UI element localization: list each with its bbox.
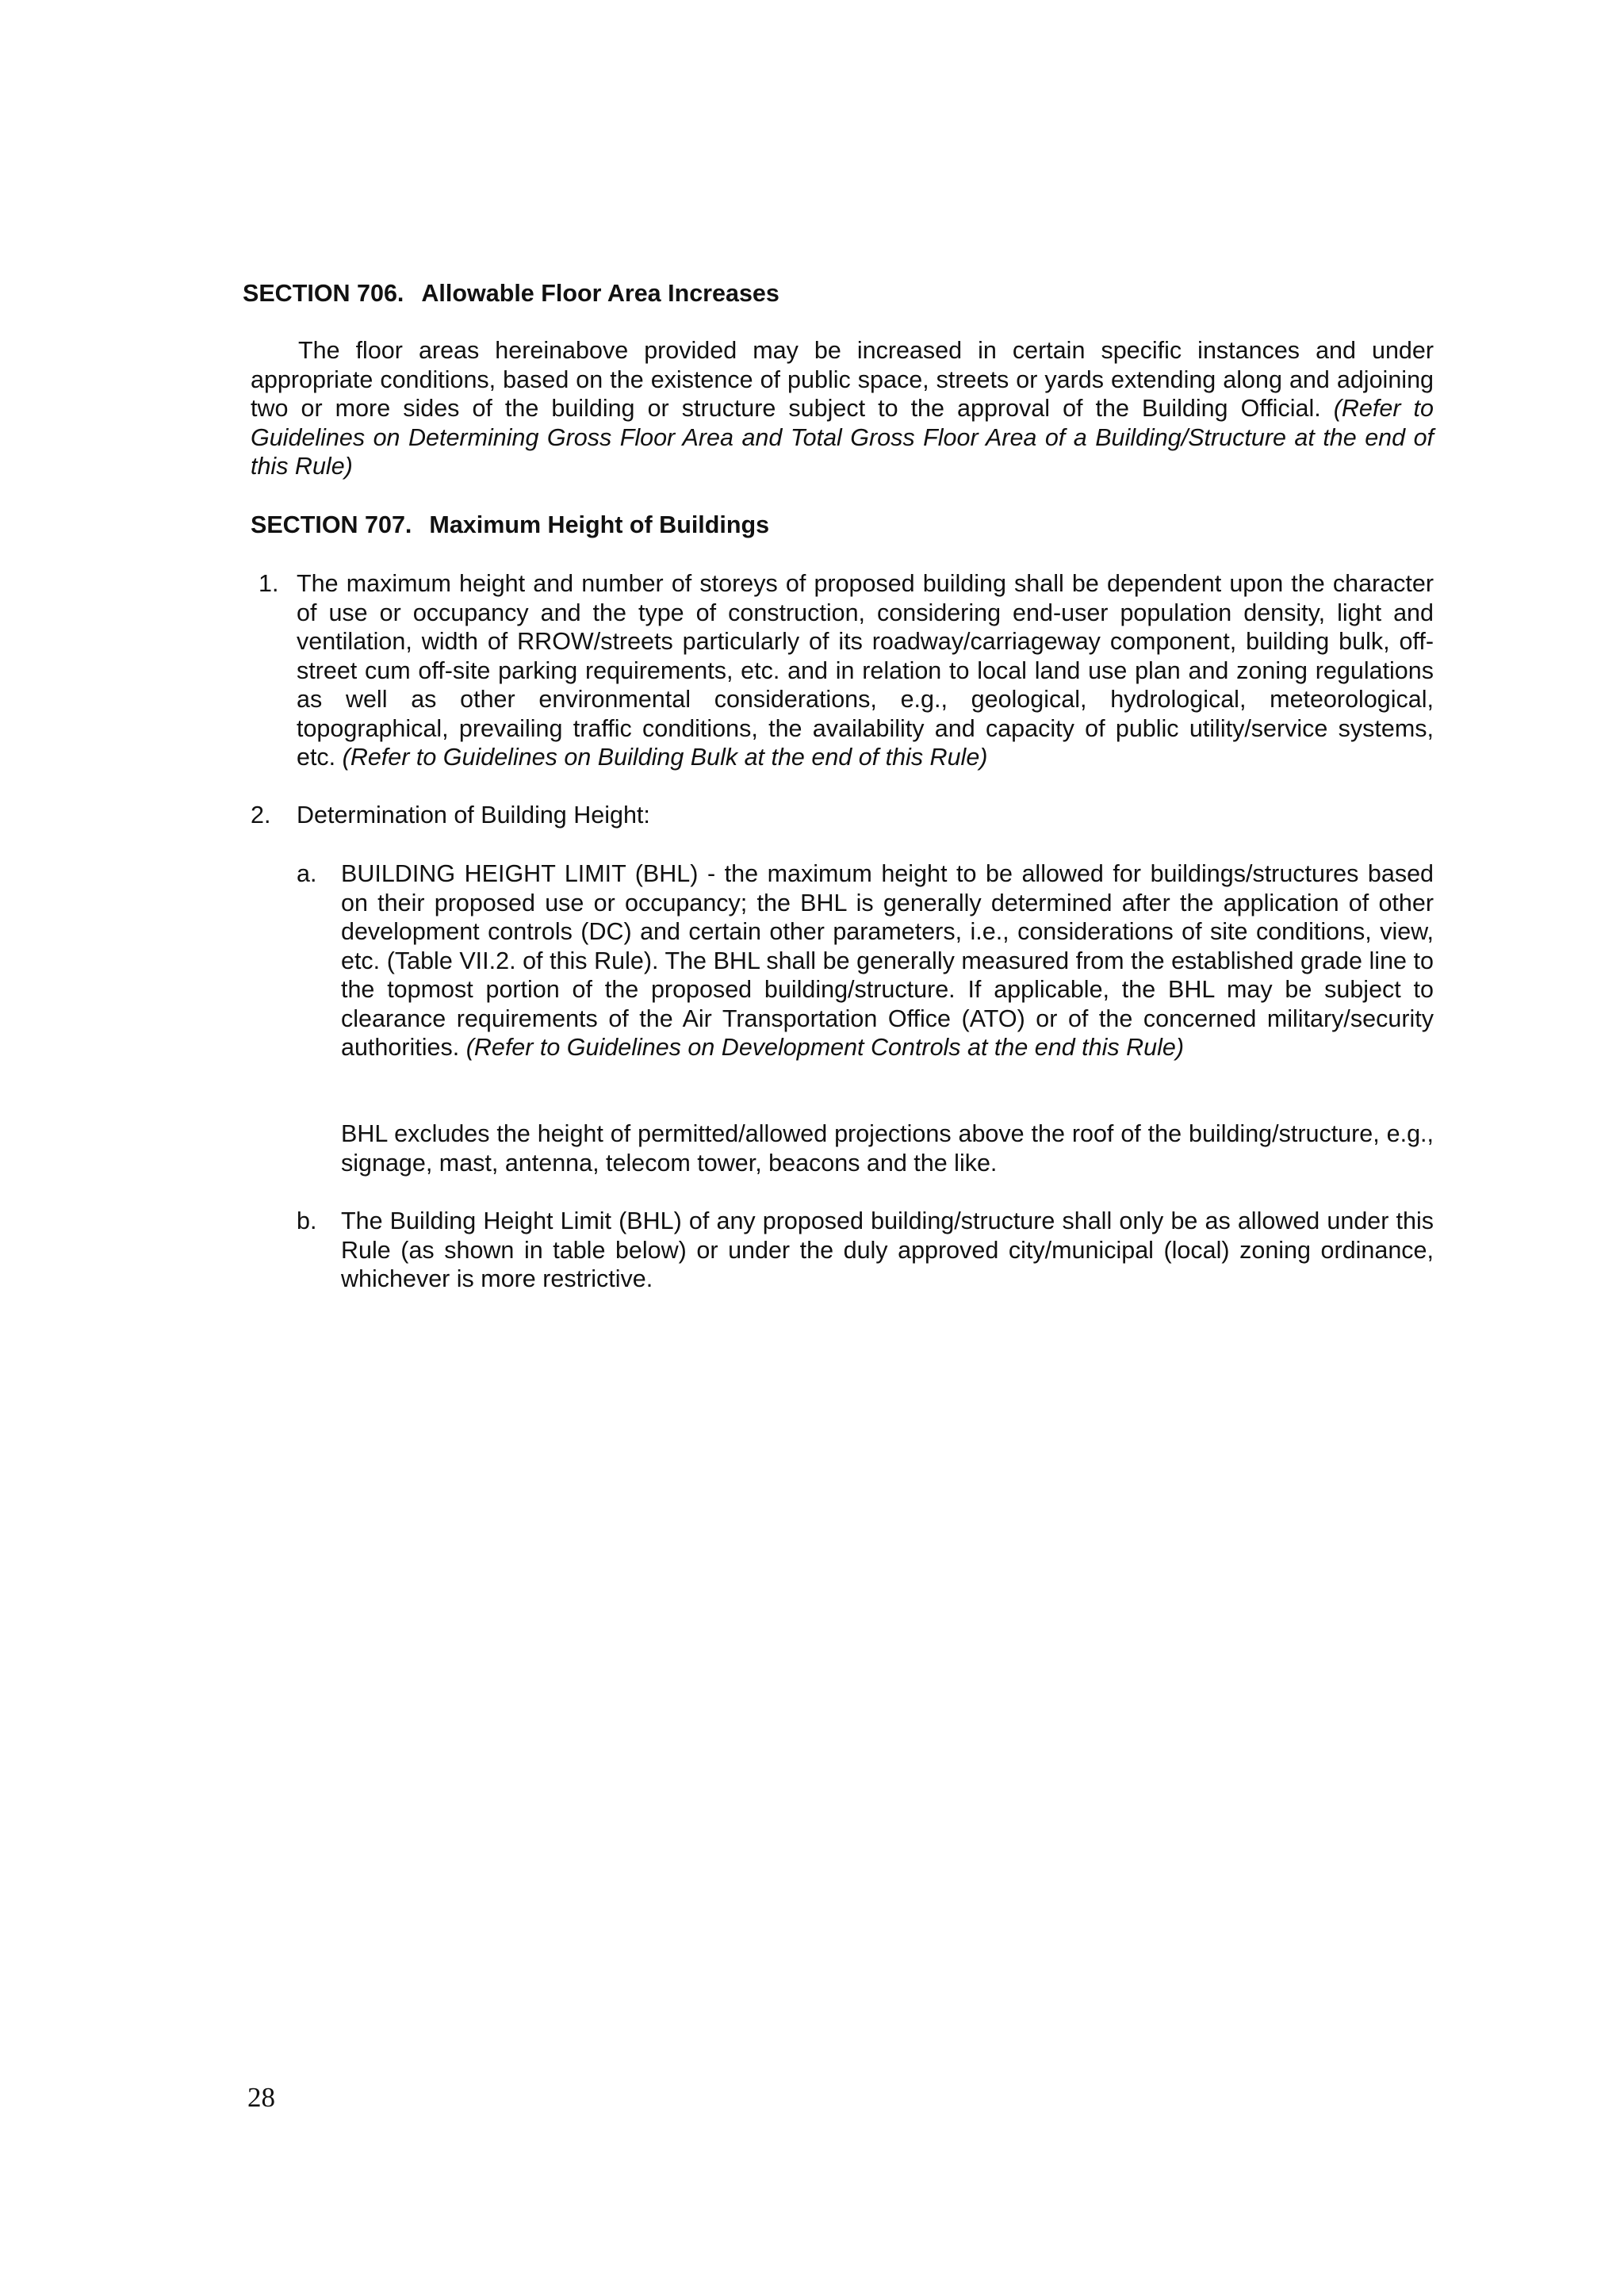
item-2a-note-text: BHL excludes the height of permitted/allowed projections above the roof of the building/structure, e.g., signage, mast, antenna, telecom tower, beacons and the like. [341, 1120, 1434, 1177]
section-706-title: Allowable Floor Area Increases [421, 280, 779, 307]
item-2a-note [341, 1119, 1434, 1177]
item-1-text: The maximum height and number of storeys of proposed building shall be dependent upon the character of use or occupancy and the type of construction, considering end-user population density, light and ventilation, width of RROW/streets particularly of its roadway/carriageway component, building bulk, off-street cum off-site parking requirements, etc. and in relation to local land use plan and zoning regulations as well as other environmental considerations, e.g., geological, hydrological, meteorological, topographical, prevailing traffic conditions, the availability and capacity of public utility/service systems, etc. [297, 570, 1434, 771]
item-2b-text: The Building Height Limit (BHL) of any proposed building/structure shall only be as allowed under this Rule (as shown in table below) or under the duly approved city/municipal (local) zoning ordinance, whichever is more restrictive. [341, 1207, 1434, 1292]
section-706-paragraph [251, 336, 1434, 481]
item-1-paragraph [297, 569, 1434, 772]
section-707-number: SECTION 707. [251, 511, 412, 538]
item-2-paragraph [297, 801, 1434, 830]
item-2a-reference: (Refer to Guidelines on Development Controls at the end this Rule) [465, 1034, 1184, 1061]
section-707-heading [251, 511, 769, 540]
item-2a-paragraph [341, 859, 1434, 1062]
section-706-heading [243, 279, 779, 308]
item-2a-text: BUILDING HEIGHT LIMIT (BHL) - the maximum height to be allowed for buildings/structures based on their proposed use or occupancy; the BHL is generally determined after the application of other development controls (DC) and certain other parameters, i.e., considerations of site conditions, view, etc. (Table VII.2. of this Rule). The BHL shall be generally measured from the established grade line to the topmost portion of the proposed building/structure. If applicable, the BHL may be subject to clearance requirements of the Air Transportation Office (ATO) or of the concerned military/security authorities. [341, 860, 1434, 1061]
item-2b-paragraph [341, 1207, 1434, 1294]
item-2-marker: 2. [251, 802, 271, 828]
item-2a-marker: a. [297, 860, 317, 887]
item-1-reference: (Refer to Guidelines on Building Bulk at the end of this Rule) [342, 744, 988, 771]
page-number: 28 [247, 2082, 275, 2113]
item-1-marker: 1. [259, 570, 279, 597]
section-706-text: The floor areas hereinabove provided may be increased in certain specific instances and under appropriate conditions, based on the existence of public space, streets or yards extending along and adjoining two or more sides of the building or structure subject to the approval of the Building Official. [251, 337, 1434, 422]
item-2-text: Determination of Building Height: [297, 802, 650, 828]
section-707-title: Maximum Height of Buildings [429, 511, 770, 538]
section-706-number: SECTION 706. [243, 280, 404, 307]
section-706-reference: (Refer to Guidelines on Determining Gross Floor Area and Total Gross Floor Area of a Building/Structure at the end of this Rule) [251, 395, 1434, 480]
item-2b-marker: b. [297, 1207, 317, 1234]
